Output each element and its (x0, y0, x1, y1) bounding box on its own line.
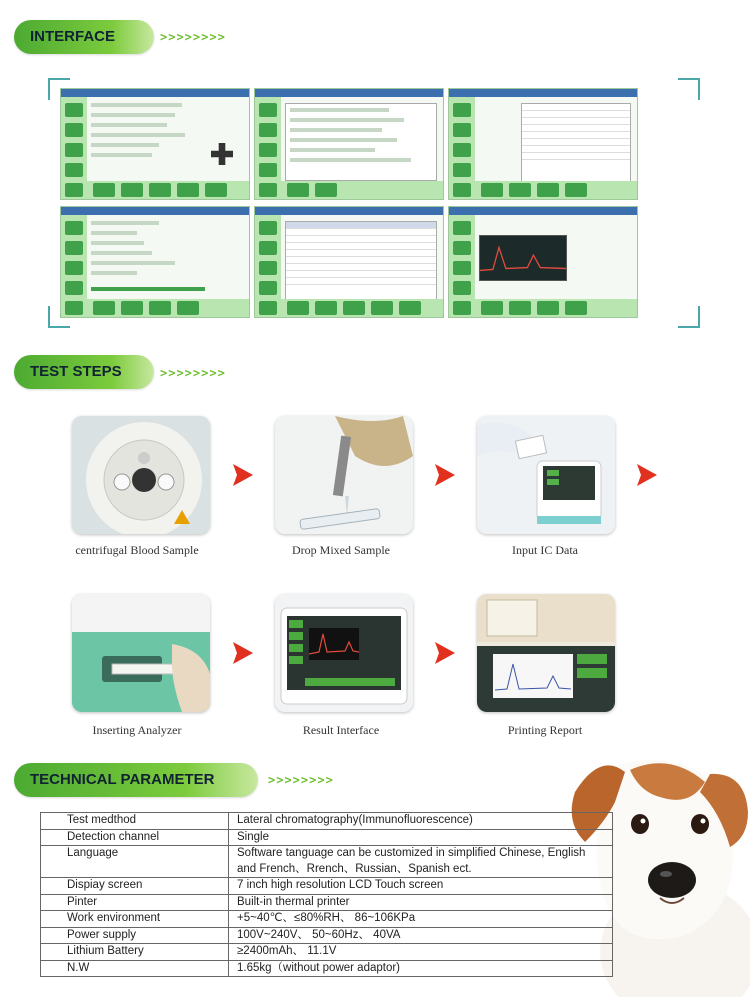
frame-corner (678, 78, 700, 100)
step-label: Inserting Analyzer (92, 723, 182, 737)
screen-result-curve (448, 206, 638, 318)
step-arrow-3 (633, 462, 659, 488)
step-label: Result Interface (302, 723, 380, 737)
test-steps-heading: TEST STEPS (14, 355, 154, 389)
parameter-row (41, 846, 613, 878)
parameter-row (41, 911, 613, 928)
parameter-value: 1.65kg（without power adaptor) (229, 960, 613, 977)
parameter-row (41, 894, 613, 911)
parameter-value: 7 inch high resolution LCD Touch screen (229, 878, 613, 895)
screen-test-detail (60, 206, 250, 318)
parameter-value: Built-in thermal printer (229, 894, 613, 911)
technical-parameter-heading: TECHNICAL PARAMETER (14, 763, 258, 797)
parameter-name: Dispiay screen (41, 878, 229, 895)
technical-arrows: >>>>>>>> (268, 773, 334, 787)
parameter-value: 100V~240V、 50~60Hz、 40VA (229, 927, 613, 944)
parameter-row (41, 927, 613, 944)
parameter-value: ≥2400mAh、 11.1V (229, 944, 613, 961)
step-arrow-2 (431, 462, 457, 488)
test-steps-arrows: >>>>>>>> (160, 366, 226, 380)
step-photo-insert (72, 594, 210, 712)
parameter-value: Software tanguage can be customized in simplified Chinese, English and French、Rrench、Russian、Spanish ect. (229, 846, 613, 878)
parameter-row (41, 878, 613, 895)
screen-item-list (448, 88, 638, 200)
parameter-name: Detection channel (41, 829, 229, 846)
step-label: centrifugal Blood Sample (75, 543, 199, 557)
parameter-value: Lateral chromatography(Immunofluorescence) (229, 813, 613, 830)
parameter-name: Work environment (41, 911, 229, 928)
parameter-value: Single (229, 829, 613, 846)
step-label: Printing Report (507, 723, 583, 737)
interface-heading: INTERFACE (14, 20, 154, 54)
parameter-name: Power supply (41, 927, 229, 944)
step-label: Input IC Data (512, 543, 578, 557)
step-arrow-1 (229, 462, 255, 488)
interface-arrows: >>>>>>>> (160, 30, 226, 44)
step-arrow-4 (229, 640, 255, 666)
parameter-name: Pinter (41, 894, 229, 911)
step-photo-print (477, 594, 615, 712)
screen-records (254, 206, 444, 318)
parameter-name: N.W (41, 960, 229, 977)
frame-corner (678, 306, 700, 328)
parameter-name: Lithium Battery (41, 944, 229, 961)
parameter-value: +5~40℃、≤80%RH、 86~106KPa (229, 911, 613, 928)
step-photo-ic-card (477, 416, 615, 534)
step-photo-result (275, 594, 413, 712)
step-photo-pipette (275, 416, 413, 534)
technical-parameter-table (40, 812, 613, 977)
parameter-row (41, 829, 613, 846)
parameter-name: Test medthod (41, 813, 229, 830)
step-label: Drop Mixed Sample (292, 543, 390, 557)
interface-screens (48, 78, 700, 328)
parameter-name: Language (41, 846, 229, 878)
parameter-row (41, 813, 613, 830)
parameter-row (41, 944, 613, 961)
step-arrow-5 (431, 640, 457, 666)
screen-patient-info (60, 88, 250, 200)
step-photo-centrifuge (72, 416, 210, 534)
screen-setup (254, 88, 444, 200)
parameter-row (41, 960, 613, 977)
